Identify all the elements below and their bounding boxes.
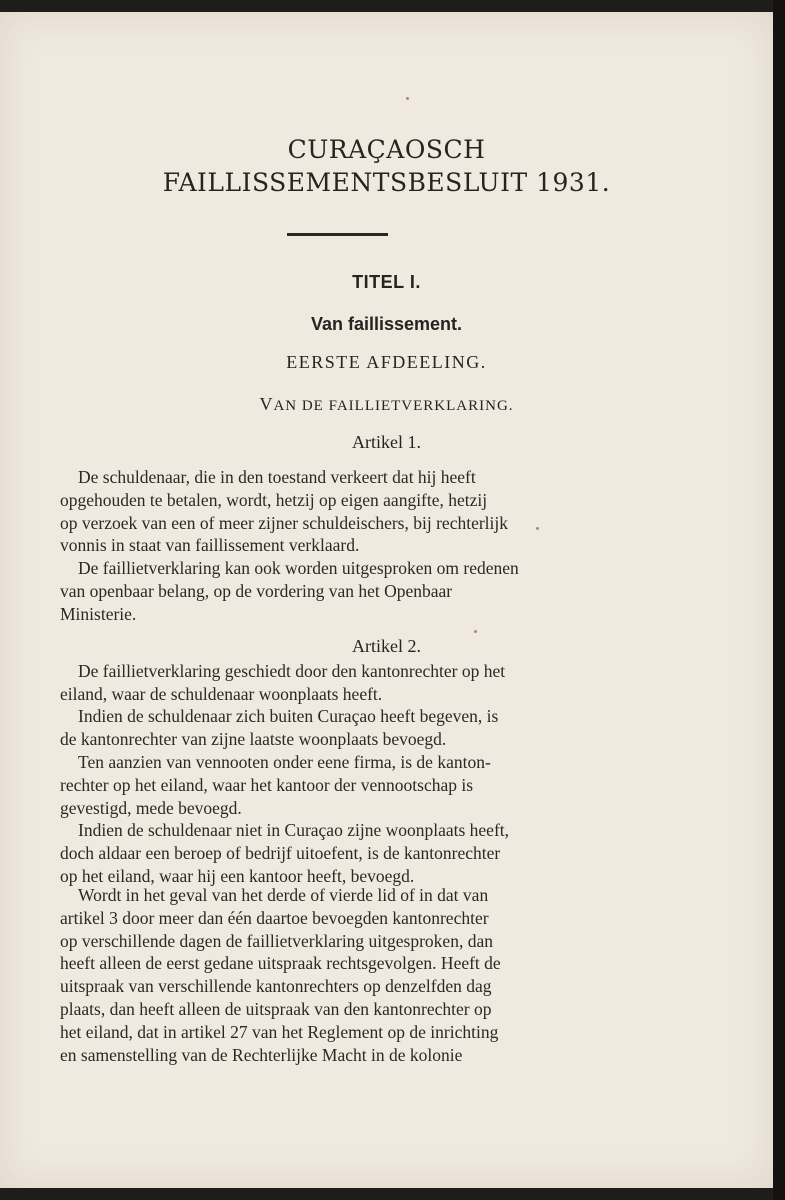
text-line: rechter op het eiland, waar het kantoor der vennootschap is <box>60 774 474 795</box>
paragraph <box>60 884 630 1066</box>
subheading-rest: AN DE FAILLIETVERKLARING. <box>273 398 514 414</box>
text-line: heeft alleen de eerst gedane uitspraak rechtsgevolgen. Heeft de <box>60 953 501 974</box>
paper-speck <box>406 97 409 100</box>
text-line: De faillietverklaring geschiedt door den kantonrechter op het <box>78 661 506 681</box>
title-divider <box>287 233 388 236</box>
text-line: op het eiland, waar hij een kantoor heeft, bevoegd. <box>60 865 415 886</box>
text-line: doch aldaar een beroep of bedrijf uitoefent, is de kantonrechter <box>60 842 501 863</box>
text-line: Wordt in het geval van het derde of vierde lid of in dat van <box>78 885 489 905</box>
section-heading: Van faillissement. <box>310 314 463 334</box>
text-line: Indien de schuldenaar zich buiten Curaçao heeft begeven, is <box>78 706 499 726</box>
artikel-2-heading: Artikel 2. <box>352 636 421 656</box>
document-title-line1: CURAÇAOSCH <box>287 135 486 164</box>
text-line: het eiland, dat in artikel 27 van het Reglement op de inrichting <box>60 1021 499 1042</box>
text-line: de kantonrechter van zijne laatste woonplaats bevoegd. <box>60 728 447 749</box>
scan-edge <box>773 0 785 1200</box>
artikel-1-heading: Artikel 1. <box>352 432 421 452</box>
text-line: op verzoek van een of meer zijner schuldeischers, bij rechterlijk <box>60 512 509 533</box>
text-line: vonnis in staat van faillissement verklaard. <box>60 535 360 556</box>
document-title-line2: FAILLISSEMENTSBESLUIT 1931. <box>162 168 611 197</box>
text-line: uitspraak van verschillende kantonrechters op denzelfden dag <box>60 976 492 997</box>
text-line: Ministerie. <box>60 603 137 624</box>
text-line: Indien de schuldenaar niet in Curaçao zijne woonplaats heeft, <box>78 820 510 840</box>
afdeeling-heading: EERSTE AFDEELING. <box>286 352 487 372</box>
paragraph <box>60 751 630 819</box>
text-line: artikel 3 door meer dan één daartoe bevoegden kantonrechter <box>60 907 489 928</box>
text-line: van openbaar belang, op de vordering van het Openbaar <box>60 580 453 601</box>
paper-speck <box>536 527 539 530</box>
text-line: en samenstelling van de Rechterlijke Macht in de kolonie <box>60 1044 463 1065</box>
subheading-initial: V <box>259 394 274 414</box>
paragraph <box>60 660 630 706</box>
text-line: eiland, waar de schuldenaar woonplaats heeft. <box>60 683 383 704</box>
text-line: opgehouden te betalen, wordt, hetzij op eigen aangifte, hetzij <box>60 489 488 510</box>
text-line: De faillietverklaring kan ook worden uitgesproken om redenen <box>78 558 519 578</box>
afdeeling-subheading <box>0 394 773 415</box>
paragraph <box>60 819 630 887</box>
text-line: De schuldenaar, die in den toestand verkeert dat hij heeft <box>78 467 476 487</box>
document-page <box>0 12 773 1188</box>
text-line: gevestigd, mede bevoegd. <box>60 797 242 818</box>
paragraph <box>60 557 630 625</box>
text-line: op verschillende dagen de faillietverklaring uitgesproken, dan <box>60 930 493 951</box>
text-line: plaats, dan heeft alleen de uitspraak van den kantonrechter op <box>60 998 492 1019</box>
text-line: Ten aanzien van vennooten onder eene firma, is de kanton- <box>78 752 491 772</box>
titel-heading: TITEL I. <box>352 272 421 292</box>
paper-speck <box>474 630 477 633</box>
paragraph <box>60 705 630 751</box>
paragraph <box>60 466 630 557</box>
